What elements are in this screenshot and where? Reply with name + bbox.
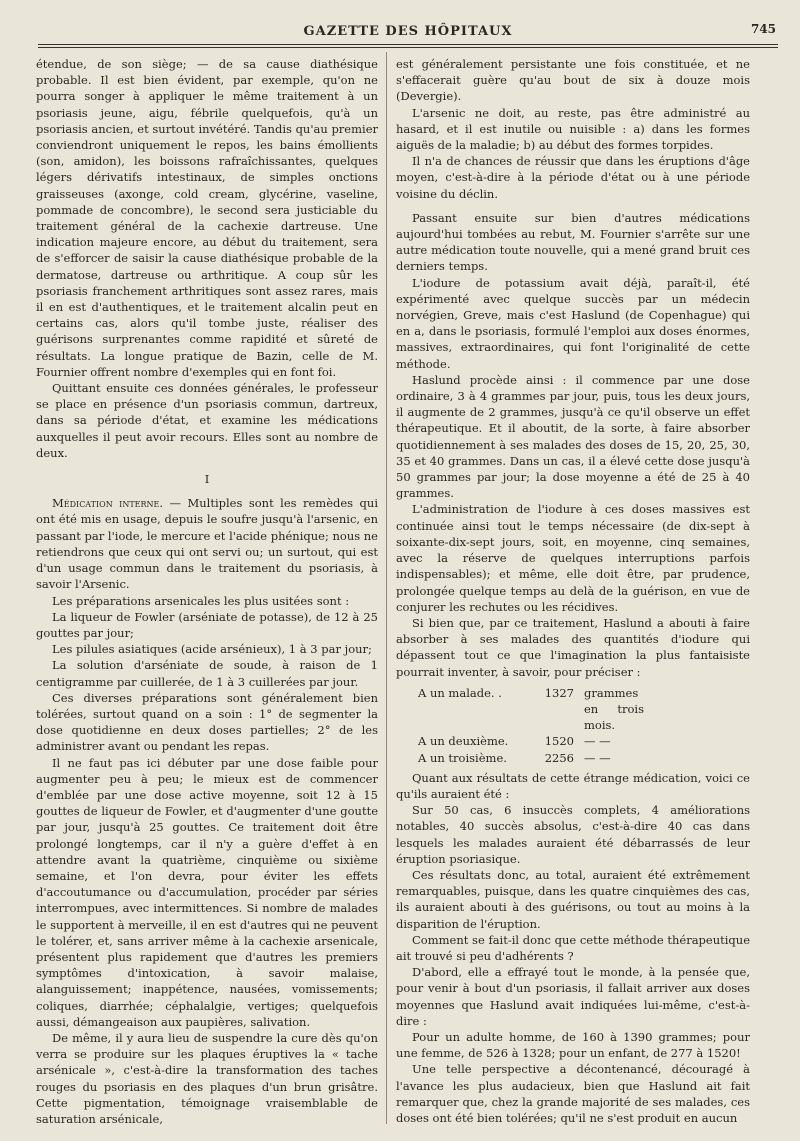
table-cell-label: A un malade. . bbox=[418, 685, 502, 700]
table-cell-value: 2256 bbox=[544, 750, 574, 765]
table-cell-unit: — — bbox=[584, 750, 611, 765]
paragraph: Haslund procède ainsi : il commence par une dose ordinaire, 3 à 4 grammes par jour, puis, tous les deux jours, il augmente de 2 grammes, jusqu'à ce qu'il observe un effet thérapeutique. Et il aboutit, de la sorte, à faire absorber quotidiennement à ses malades des doses de 15, 20, 25, 30, 35 et 40 grammes. Dans un cas, il a élevé cette dose jusqu'à 50 grammes par jour; la dose moyenne a été de 25 à 40 grammes. bbox=[396, 372, 750, 501]
table-cell-unit: — — bbox=[584, 734, 611, 749]
paragraph: Quant aux résultats de cette étrange médication, voici ce qu'ils auraient été : bbox=[396, 770, 750, 801]
right-column bbox=[396, 56, 750, 1126]
table-cell-label: A un troisième. bbox=[418, 750, 507, 765]
header-rule-double bbox=[38, 47, 778, 48]
paragraph: Pour un adulte homme, de 160 à 1390 grammes; pour une femme, de 526 à 1328; pour un enfant, de 277 à 1520! bbox=[396, 1029, 750, 1061]
paragraph: Les pilules asiatiques (acide arsénieux), 1 à 3 par jour; bbox=[52, 642, 372, 657]
table-cell-value: 1520 bbox=[544, 734, 574, 749]
paragraph: Les préparations arsenicales les plus usitées sont : bbox=[52, 593, 350, 608]
paragraph: Passant ensuite sur bien d'autres médications aujourd'hui tombées au rebut, M. Fournier s'arrête sur une autre médication toute nouvelle, qui a mené grand bruit ces derniers temps. bbox=[396, 210, 750, 274]
header-rule bbox=[38, 44, 778, 45]
left-column bbox=[36, 56, 378, 1127]
paragraph: L'administration de l'iodure à ces doses massives est continuée ainsi tout le temps nécessaire (de dix-sept à soixante-dix-sept jours, soit, en moyenne, cinq semaines, avec la réserve de quelques interruptions parfois indispensables); et même, elle doit être, par prudence, prolongée quelque temps au delà de la guérison, en vue de conjurer les rechutes ou les récidives. bbox=[396, 502, 750, 614]
paragraph: L'arsenic ne doit, au reste, pas être administré au hasard, et il est inutile ou nuisible : a) dans les formes aiguës de la maladie; b) au début des formes torpides. bbox=[396, 105, 750, 153]
dose-table bbox=[418, 685, 750, 766]
paragraph: Sur 50 cas, 6 insuccès complets, 4 améliorations notables, 40 succès absolus, c'est-à-dire 40 cas dans lesquels les malades auraient été débarrassés de leur éruption psoriasique. bbox=[396, 803, 750, 866]
paragraph: La solution d'arséniate de soude, à raison de 1 centigramme par cuillerée, de 1 à 3 cuillerées par jour. bbox=[36, 658, 378, 689]
section-heading: Médication interne. bbox=[52, 496, 164, 511]
column-divider bbox=[386, 52, 387, 1124]
journal-title: GAZETTE DES HÔPITAUX bbox=[303, 24, 513, 39]
table-cell-unit: grammes en trois mois. bbox=[584, 685, 644, 733]
paragraph: Si bien que, par ce traitement, Haslund a abouti à faire absorber à ses malades des quantités d'iodure qui dépassent tout ce que l'imagination la plus fantaisiste pourrait inventer, à savoir, pour préciser : bbox=[396, 615, 750, 679]
table-cell-value: 1327 bbox=[544, 685, 574, 700]
paragraph: est généralement persistante une fois constituée, et ne s'effacerait guère qu'au bout de six à douze mois (Devergie). bbox=[396, 57, 750, 104]
table-row bbox=[418, 685, 750, 734]
paragraph: Ces résultats donc, au total, auraient été extrêmement remarquables, puisque, dans les quatre cinquièmes des cas, ils auraient abouti à des guérisons, ou tout au moins à la disparition de l'éruption. bbox=[396, 867, 750, 931]
paragraph: Une telle perspective a décontenancé, découragé à l'avance les plus audacieux, bien que Haslund ait fait remarquer que, chez la grande majorité de ses malades, ces doses ont été bien tolérées; qu'il ne s'est produit en aucun bbox=[396, 1062, 750, 1125]
section-numeral: I bbox=[204, 472, 210, 487]
paragraph: Quittant ensuite ces données générales, le professeur se place en présence d'un psoriasis commun, dartreux, dans sa période d'état, et examine les médications auxquelles il peut avoir recours. Elles sont au nombre de deux. bbox=[36, 381, 378, 460]
table-row bbox=[418, 750, 750, 766]
table-row bbox=[418, 733, 750, 749]
running-header bbox=[40, 22, 776, 40]
paragraph: Comment se fait-il donc que cette méthode thérapeutique ait trouvé si peu d'adhérents ? bbox=[396, 932, 750, 963]
page-number: 745 bbox=[750, 22, 776, 36]
paragraph: Médication interne. — Multiples sont les remèdes qui ont été mis en usage, depuis le soufre jusqu'à l'arsenic, en passant par l'iode, le mercure et l'acide phénique; nous ne retiendrons que ceux qui ont servi ou; un surtout, qui est d'un usage commun dans le traitement du psoriasis, à savoir l'Arsenic. bbox=[36, 496, 378, 592]
paragraph: D'abord, elle a effrayé tout le monde, à la pensée que, pour venir à bout d'un psoriasis, il fallait arriver aux doses moyennes que Haslund avait indiquées lui-même, c'est-à-dire : bbox=[396, 965, 750, 1028]
paragraph: La liqueur de Fowler (arséniate de potasse), de 12 à 25 gouttes par jour; bbox=[36, 609, 378, 640]
paragraph: De même, il y aura lieu de suspendre la cure dès qu'on verra se produire sur les plaques éruptives la « tache arsénicale », c'est-à-dire la transformation des taches rouges du psoriasis en des plaques d'un brun grisâtre. Cette pigmentation, témoignage vraisemblable de saturation arsénicale, bbox=[36, 1030, 378, 1126]
paragraph: Il n'a de chances de réussir que dans les éruptions d'âge moyen, c'est-à-dire à la période d'état ou à une période voisine du déclin. bbox=[396, 154, 750, 201]
paragraph: Ces diverses préparations sont généralement bien tolérées, surtout quand on a soin : 1° de segmenter la dose quotidienne en deux doses partielles; 2° de les administrer avant ou pendant les repas. bbox=[36, 690, 378, 754]
paragraph: étendue, de son siège; — de sa cause diathésique probable. Il est bien évident, par exemple, qu'on ne pourra songer à appliquer le même traitement à un psoriasis jeune, aigu, fébrile quelquefois, qu'à un psoriasis ancien, et surtout invétéré. Tandis qu'au premier conviendront uniquement le repos, les bains émollients (son, amidon), les boissons rafraîchissantes, quelques légers dérivatifs intestinaux, de simples onctions graisseuses (axonge, cold cream, glycérine, vaseline, pommade de concombre), le second sera justiciable du traitement général de la cachexie dartreuse. Une indication majeure encore, au début du traitement, sera de s'efforcer de saisir la cause diathésique probable de la dermatose, dartreuse ou arthritique. A coup sûr les psoriasis franchement arthritiques sont assez rares, mais il en est d'authentiques, et le traitement alcalin peut en certains cas, alors qu'il tombe juste, réaliser des guérisons surprenantes comme rapidité et sûreté de résultats. La longue pratique de Bazin, celle de M. Fournier offrent nombre d'exemples qui en font foi. bbox=[36, 57, 378, 379]
paragraph: Il ne faut pas ici débuter par une dose faible pour augmenter peu à peu; le mieux est de commencer d'emblée par une dose active moyenne, soit 12 à 15 gouttes de liqueur de Fowler, et d'augmenter d'une goutte par jour, jusqu'à 25 gouttes. Ce traitement doit être prolongé longtemps, car il n'y a guère d'effet à en attendre avant la quatrième, cinquième ou sixième semaine, et l'on devra, pour éviter les effets d'accoutumance ou d'accumulation, procéder par séries interrompues, avec intermittences. Si nombre de malades le supportent à merveille, il en est d'autres qui ne peuvent le tolérer, et, sans arriver même à la cachexie arsenicale, présentent plus rapidement que d'autres les premiers symptômes d'intoxication, à savoir malaise, alanguissement; inappétence, nausées, vomissements; coliques, diarrhée; céphalalgie, vertiges; quelquefois aussi, démangeaison aux paupières, salivation. bbox=[36, 755, 378, 1029]
paragraph: L'iodure de potassium avait déjà, paraît-il, été expérimenté avec quelque succès par un médecin norvégien, Greve, mais c'est Haslund (de Copenhague) qui en a, dans le psoriasis, formulé l'emploi aux doses énormes, massives, extraordinaires, qui font l'originalité de cette méthode. bbox=[396, 275, 750, 371]
table-cell-label: A un deuxième. bbox=[418, 734, 509, 749]
